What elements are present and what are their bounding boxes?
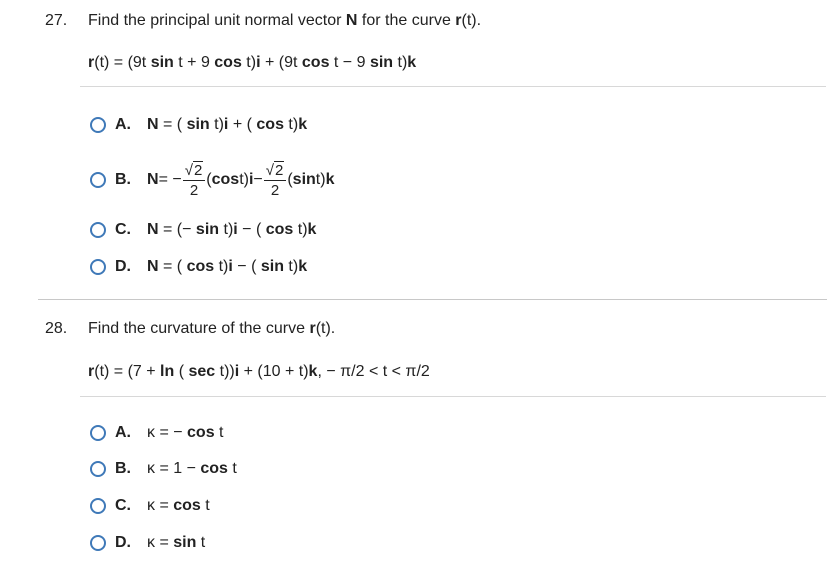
fraction-sqrt2-over-2: $\frac{√2}{2}$ [183,163,206,198]
option-letter: C. [115,221,131,238]
radio-button[interactable] [90,535,106,551]
option-c[interactable] [90,494,210,518]
option-expression: N = ( sin t)i + ( cos t)k [147,116,308,133]
option-expression: κ = − cos t [147,424,224,441]
option-expression: κ = cos t [147,497,210,514]
option-b[interactable] [90,161,335,199]
curve-definition: r(t) = (7 + ln ( sec t))i + (10 + t)k, − π/2 < t < π/2 [88,363,430,380]
question-number: 28. [45,320,68,337]
question-prompt: Find the principal unit normal vector N for the curve r(t). [88,12,482,29]
option-expression: κ = sin t [147,534,206,551]
radio-button[interactable] [90,172,106,188]
option-d[interactable] [90,255,307,279]
radio-button[interactable] [90,425,106,441]
option-a[interactable] [90,113,307,137]
question-number: 27. [45,12,68,29]
option-expression: N = − $\frac{√2}{2}$ ( cos t) i − $\frac{√2}{2}$ ( sin t) k [147,161,335,199]
radio-button[interactable] [90,117,106,133]
option-letter: D. [115,258,131,275]
divider [80,396,826,397]
divider [80,86,826,87]
question-separator [38,299,827,300]
option-a[interactable] [90,421,224,445]
radio-button[interactable] [90,222,106,238]
radio-button[interactable] [90,259,106,275]
question-prompt: Find the curvature of the curve r(t). [88,320,336,337]
option-letter: D. [115,534,131,551]
option-c[interactable] [90,218,316,242]
option-letter: C. [115,497,131,514]
option-d[interactable] [90,531,205,555]
fraction-sqrt2-over-2: $\frac{√2}{2}$ [264,163,287,198]
option-letter: A. [115,116,131,133]
option-b[interactable] [90,457,237,481]
option-expression: N = ( cos t)i − ( sin t)k [147,258,308,275]
curve-definition: r(t) = (9t sin t + 9 cos t)i + (9t cos t − 9 sin t)k [88,54,417,71]
radio-button[interactable] [90,498,106,514]
option-expression: N = (− sin t)i − ( cos t)k [147,221,317,238]
option-letter: A. [115,424,131,441]
option-letter: B. [115,460,131,477]
option-letter: B. [115,171,131,188]
radio-button[interactable] [90,461,106,477]
option-expression: κ = 1 − cos t [147,460,237,477]
